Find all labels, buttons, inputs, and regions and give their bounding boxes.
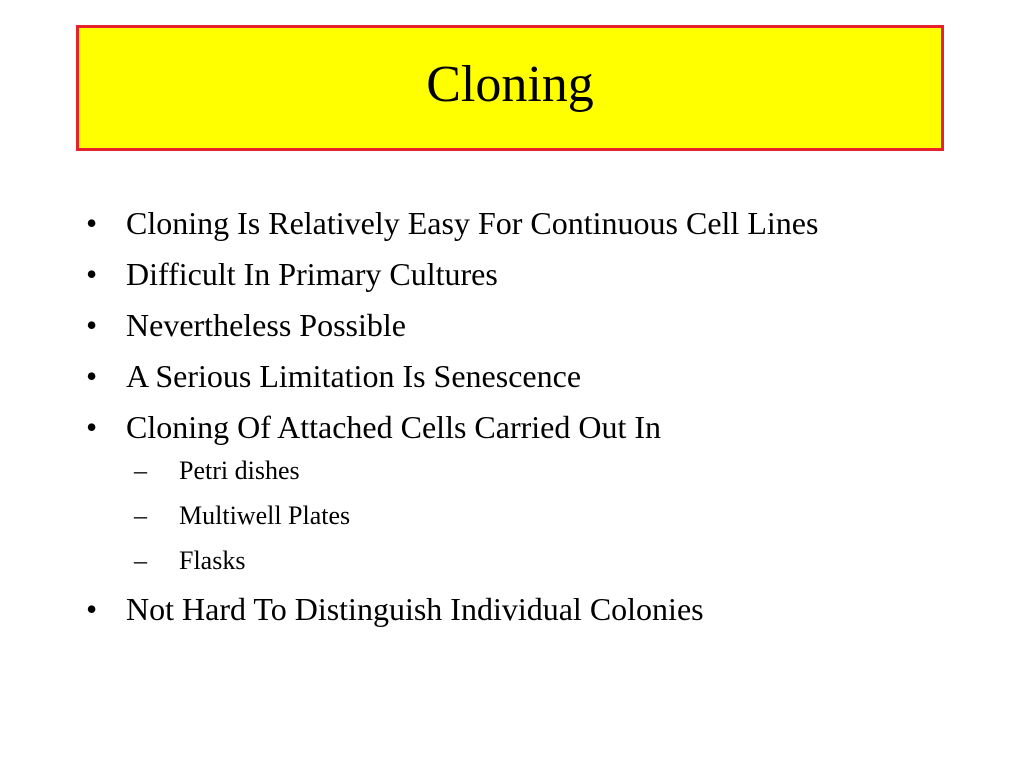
dash-icon: – [134,456,147,485]
bullet-text: Nevertheless Possible [126,307,406,343]
sub-bullet-text: Petri dishes [179,456,300,485]
bullet-item [86,253,926,296]
bullet-item [86,304,926,347]
bullet-text: Difficult In Primary Cultures [126,256,498,292]
bullet-icon: • [86,307,98,343]
sub-bullet-text: Multiwell Plates [179,501,351,530]
sub-bullet-item [134,498,926,534]
bullet-text: Cloning Is Relatively Easy For Continuous Cell Lines [126,205,819,241]
bullet-icon: • [86,256,98,292]
bullet-item [86,355,926,398]
slide-title: Cloning [426,56,594,113]
bullet-item [86,588,926,631]
bullet-icon: • [86,358,98,394]
dash-icon: – [134,501,147,530]
slide-title-box [76,25,944,151]
dash-icon: – [134,546,147,575]
bullet-text: Not Hard To Distinguish Individual Colonies [126,591,704,627]
bullet-item [86,406,926,579]
bullet-list [86,202,926,639]
bullet-icon: • [86,591,98,627]
sub-bullet-list [126,453,926,579]
bullet-text: A Serious Limitation Is Senescence [126,358,582,394]
bullet-text: Cloning Of Attached Cells Carried Out In [126,409,662,445]
sub-bullet-item [134,543,926,579]
bullet-icon: • [86,409,98,445]
bullet-icon: • [86,205,98,241]
sub-bullet-item [134,453,926,489]
bullet-item [86,202,926,245]
sub-bullet-text: Flasks [179,546,246,575]
